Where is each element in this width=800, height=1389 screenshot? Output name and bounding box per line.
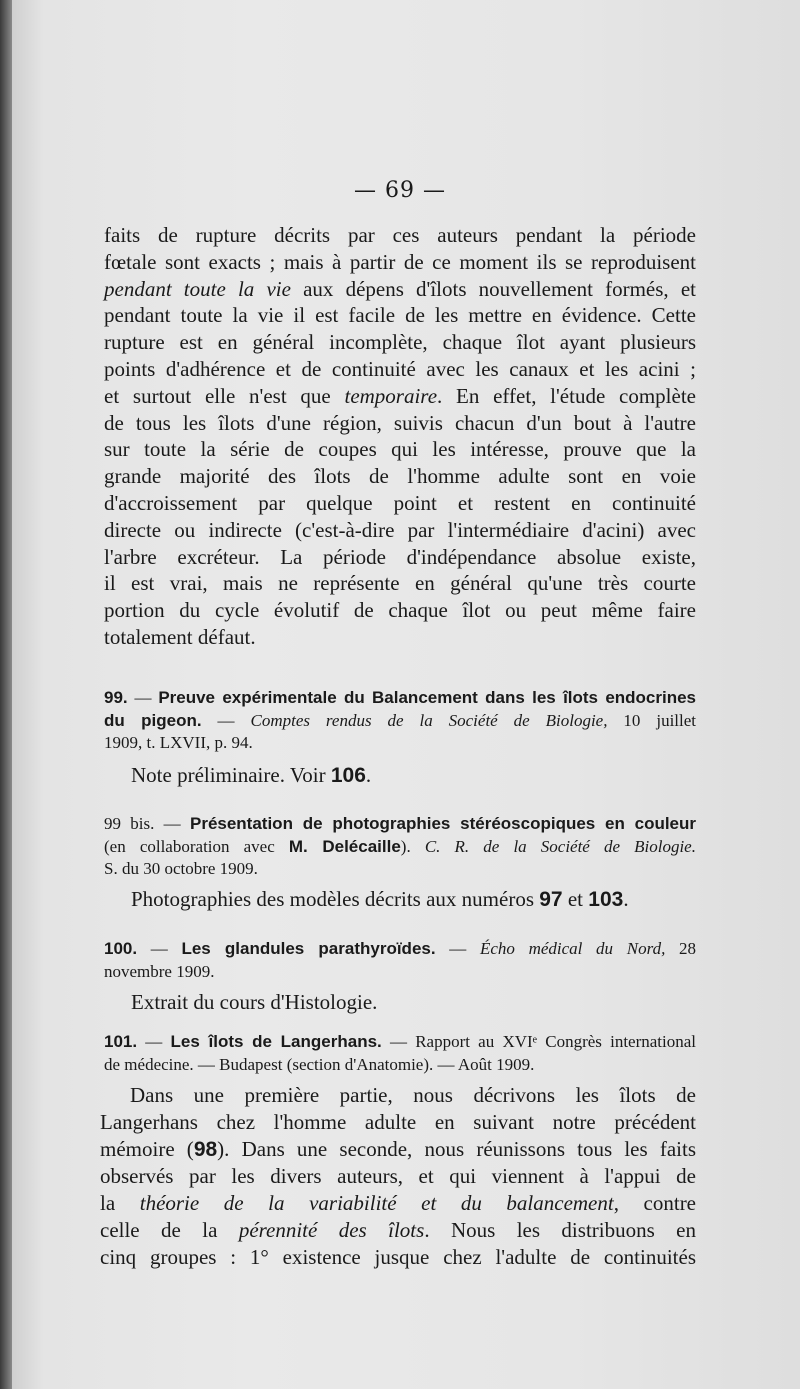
journal-name: C. R. de la Société de Biologie.	[424, 836, 696, 856]
text-line: directe ou indirecte (c'est-à-dire par l'intermédiaire d'acini) avec	[104, 517, 696, 542]
cross-reference: 97	[539, 888, 563, 911]
text-line: points d'adhérence et de continuité avec les canaux et les acini ;	[104, 356, 696, 381]
text-line: il est vrai, mais ne représente en général qu'une très courte	[104, 571, 696, 596]
cross-reference: 98	[193, 1137, 218, 1161]
text-line: pendant toute la vie aux dépens d'îlots nouvellement formés, et	[104, 276, 696, 301]
text-line: et surtout elle n'est que temporaire. En effet, l'étude complète	[104, 383, 696, 408]
entry-note: Extrait du cours d'Histologie.	[131, 990, 378, 1014]
text-line: portion du cycle évolutif de chaque îlot ou peut même faire	[104, 598, 696, 623]
entry-number: 100.	[104, 939, 138, 958]
bibliography-entry-101: 101. — Les îlots de Langerhans. — Rapport au XVIᵉ Congrès international de médecine. — Budapest (section d'Anatomie). — Août 1909.	[104, 1032, 697, 1074]
cross-reference: 103	[588, 888, 624, 911]
bibliography-entry-99: 99. — Preuve expérimentale du Balancement dans les îlots endocrines du pigeon. — Comptes rendus de la Société de Biologie, 10 juillet 1909, t. LXVII, p. 94.	[104, 688, 697, 752]
entry-title: Les glandules parathyroïdes.	[181, 939, 436, 958]
italic-phrase: pérennité des îlots	[238, 1217, 425, 1242]
entry-number: 99 bis.	[104, 814, 155, 833]
text-line: sur toute la série de coupes qui les intéresse, prouve que la	[104, 437, 696, 462]
journal-name: Écho médical du Nord,	[479, 939, 666, 958]
text-line: l'arbre excréteur. La période d'indépendance absolue existe,	[104, 544, 696, 569]
text-line: fœtale sont exacts ; mais à partir de ce moment ils se reproduisent	[104, 249, 696, 274]
italic-phrase: temporaire	[344, 383, 438, 408]
intro-paragraph	[104, 222, 696, 651]
entry-note: Note préliminaire. Voir 106.	[131, 763, 372, 787]
text-line: pendant toute la vie il est facile de les mettre en évidence. Cette	[104, 303, 696, 328]
text-line: mémoire (98). Dans une seconde, nous réunissons tous les faits	[100, 1136, 696, 1161]
text-line: de tous les îlots d'une région, suivis chacun d'un bout à l'autre	[104, 410, 696, 435]
text-line: faits de rupture décrits par ces auteurs pendant la période	[104, 223, 696, 247]
text-line: Dans une première partie, nous décrivons les îlots de	[130, 1083, 696, 1107]
text-line: Langerhans chez l'homme adulte en suivant notre précédent	[100, 1109, 696, 1134]
italic-phrase: théorie de la variabilité et du balancement	[139, 1191, 614, 1216]
bibliography-entry-99-bis: 99 bis. — Présentation de photographies stéréoscopiques en couleur (en collaboration avec M. Delécaille). C. R. de la Société de Biologie. S. du 30 octobre 1909.	[104, 814, 697, 878]
entry-title: Preuve expérimentale du Balancement dans les îlots endocrines	[158, 688, 697, 707]
entry-title: Les îlots de Langerhans.	[170, 1032, 382, 1051]
text-line: celle de la pérennité des îlots. Nous les distribuons en	[100, 1217, 696, 1242]
journal-name: Comptes rendus de la Société de Biologie,	[250, 710, 608, 730]
text-line: rupture est en général incomplète, chaque îlot ayant plusieurs	[104, 330, 696, 355]
text-line: observés par les divers auteurs, et qui viennent à l'appui de	[100, 1164, 696, 1189]
text-line: cinq groupes : 1° existence jusque chez l'adulte de continuités	[100, 1244, 696, 1269]
entry-title: Présentation de photographies stéréoscopiques en couleur	[189, 814, 697, 833]
entry-note: Photographies des modèles décrits aux numéros 97 et 103.	[131, 887, 629, 911]
collaborator: M. Delécaille	[288, 836, 401, 856]
text-line: totalement défaut.	[104, 624, 256, 649]
text-line: grande majorité des îlots de l'homme adulte sont en voie	[104, 464, 696, 489]
bibliography-entry-100: 100. — Les glandules parathyroïdes. — Écho médical du Nord, 28 novembre 1909.	[104, 939, 697, 981]
final-paragraph	[100, 1082, 696, 1271]
entry-number: 101.	[104, 1032, 138, 1051]
entry-number: 99.	[104, 688, 128, 707]
text-line: la théorie de la variabilité et du balancement, contre	[100, 1191, 697, 1216]
italic-phrase: pendant toute la vie	[104, 276, 291, 301]
page-left-edge	[0, 0, 12, 1389]
page-number: — 69 —	[354, 178, 446, 203]
cross-reference: 106	[330, 764, 366, 787]
text-line: d'accroissement par quelque point et restent en continuité	[104, 490, 696, 515]
